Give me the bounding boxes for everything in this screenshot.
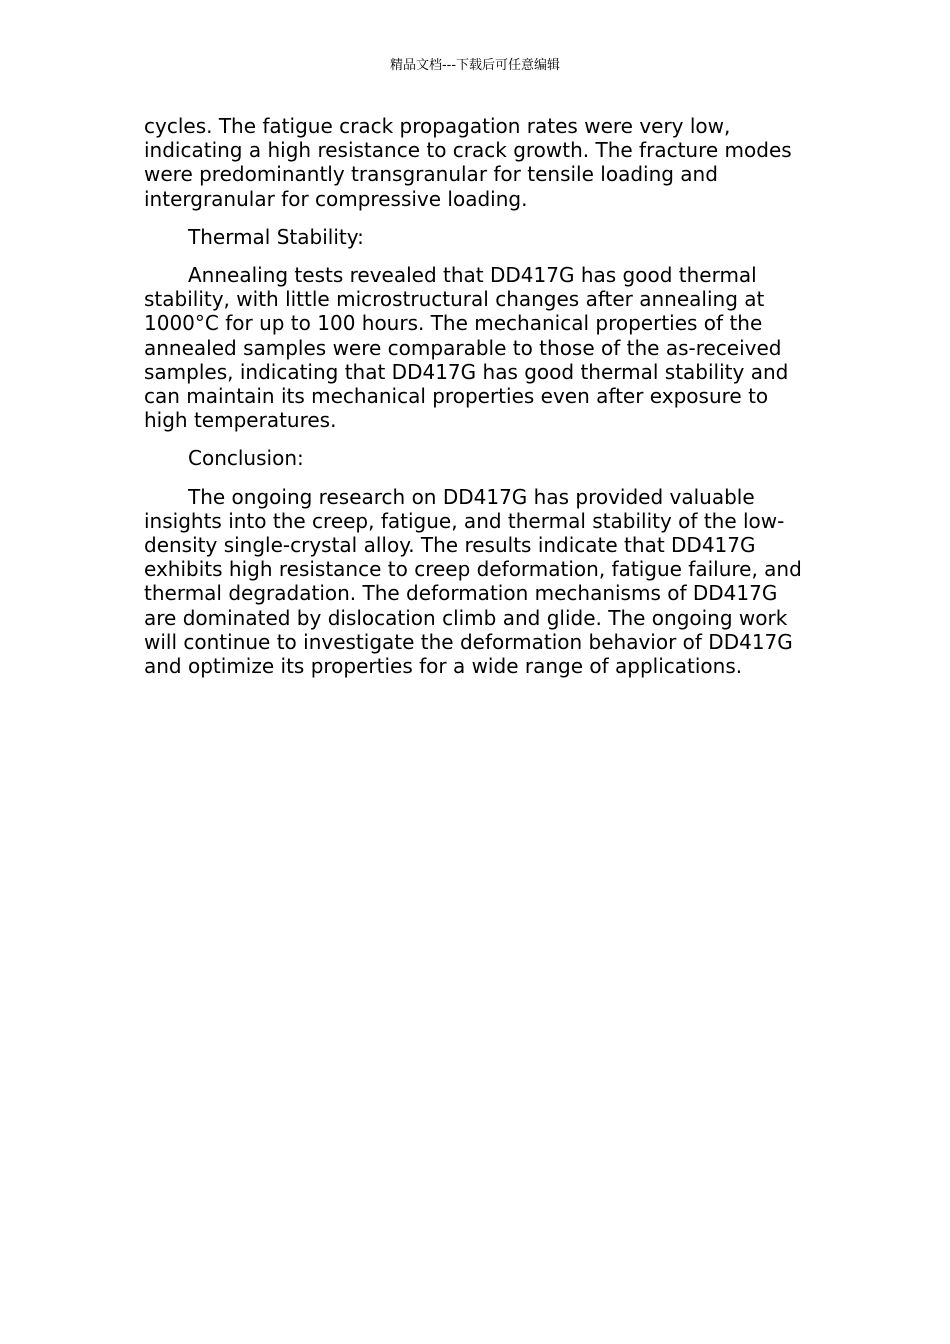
document-body [144,114,812,692]
paragraph-thermal-stability: Annealing tests revealed that DD417G has good thermal stability, with little microstructural changes after annealing at 1000°C for up to 100 hours. The mechanical properties of the annealed samples were comparable to those of the as-received samples, indicating that DD417G has good thermal stability and can maintain its mechanical properties even after exposure to high temperatures. [144,263,789,433]
paragraph-fatigue-continued: cycles. The fatigue crack propagation rates were very low, indicating a high resistance to crack growth. The fracture modes were predominantly transgranular for tensile loading and intergranular for compressive loading. [144,114,792,211]
page-header: 精品文档---下载后可任意编辑 [389,58,561,73]
section-heading-thermal-stability: Thermal Stability: [188,224,364,249]
paragraph-conclusion: The ongoing research on DD417G has provided valuable insights into the creep, fatigue, and thermal stability of the low-density single-crystal alloy. The results indicate that DD417G exhibits high resistance to creep deformation, fatigue failure, and thermal degradation. The deformation mechanisms of DD417G are dominated by dislocation climb and glide. The ongoing work will continue to investigate the deformation behavior of DD417G and optimize its properties for a wide range of applications. [144,484,802,679]
section-heading-conclusion: Conclusion: [188,446,304,471]
